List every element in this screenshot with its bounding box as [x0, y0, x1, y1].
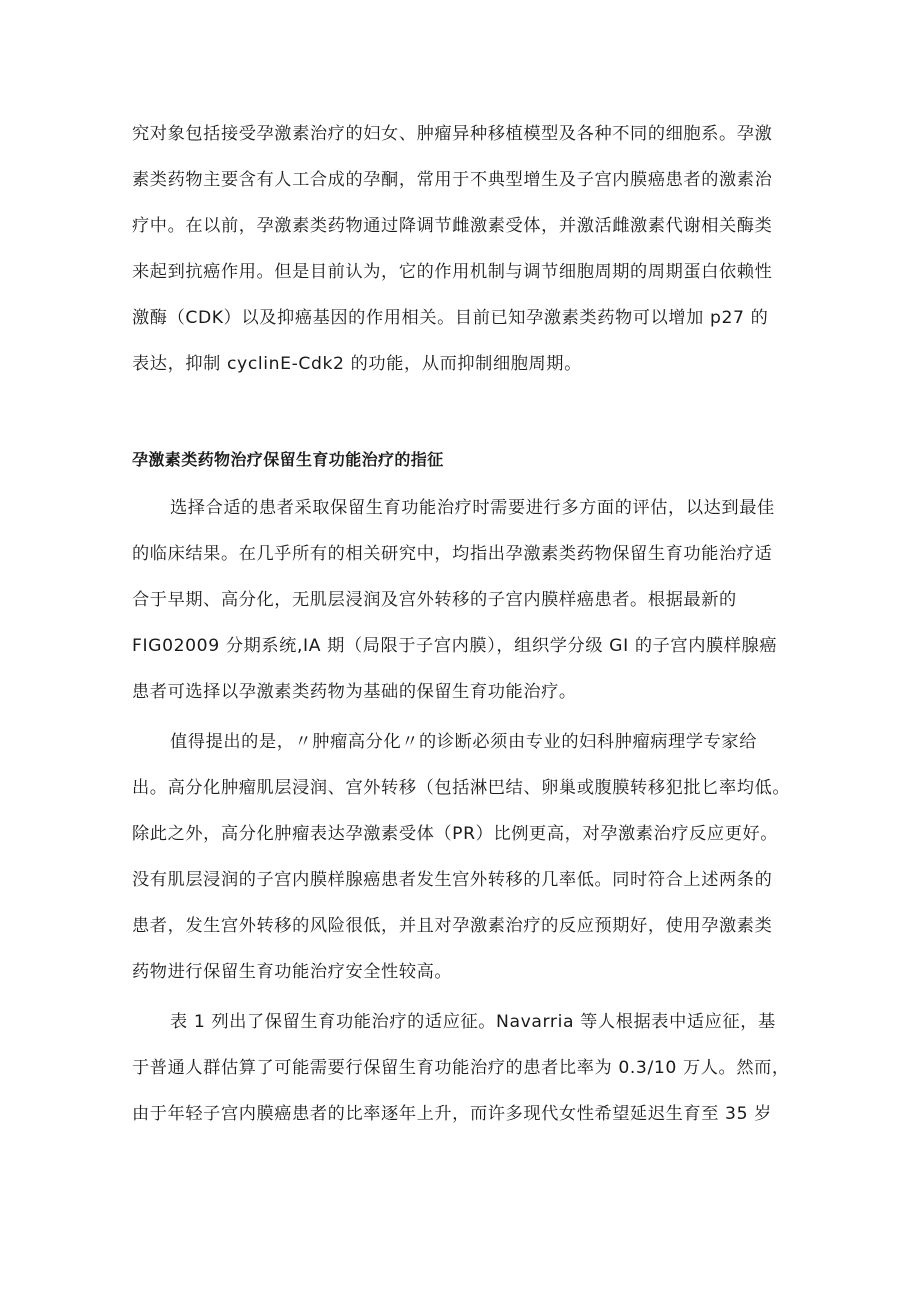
paragraph-2-line-5: 患者可选择以孕激素类药物为基础的保留生育功能治疗。 [132, 682, 577, 702]
paragraph-3-line-3: 除此之外，高分化肿瘤表达孕激素受体（PR）比例更高，对孕激素治疗反应更好。 [132, 824, 779, 844]
paragraph-2-line-1: 选择合适的患者采取保留生育功能治疗时需要进行多方面的评估，以达到最佳 [170, 498, 775, 518]
paragraph-1-line-3: 疗中。在以前，孕激素类药物通过降调节雌激素受体，并激活雌激素代谢相关酶类 [132, 216, 773, 236]
paragraph-1-line-6: 表达，抑制 cyclinE-Cdk2 的功能，从而抑制细胞周期。 [132, 354, 582, 374]
paragraph-3-line-5: 患者，发生宫外转移的风险很低，并且对孕激素治疗的反应预期好，使用孕激素类 [132, 916, 773, 936]
paragraph-3-line-2: 出。高分化肿瘤肌层浸润、宫外转移（包括淋巴结、卵巢或腹膜转移犯批匕率均低。 [132, 778, 791, 798]
paragraph-4-line-2: 于普通人群估算了可能需要行保留生育功能治疗的患者比率为 0.3/10 万人。然而， [132, 1058, 790, 1078]
paragraph-1-line-1: 究对象包括接受孕激素治疗的妇女、肿瘤异种移植模型及各种不同的细胞系。孕激 [132, 124, 773, 144]
paragraph-1-line-2: 素类药物主要含有人工合成的孕酮，常用于不典型增生及子宫内膜癌患者的激素治 [132, 170, 773, 190]
paragraph-4-line-1: 表 1 列出了保留生育功能治疗的适应征。Navarria 等人根据表中适应征，基 [170, 1012, 776, 1032]
paragraph-3-line-1: 值得提出的是，〃肿瘤高分化〃的诊断必须由专业的妇科肿瘤病理学专家给 [170, 732, 757, 752]
paragraph-3-line-6: 药物进行保留生育功能治疗安全性较高。 [132, 962, 453, 982]
section-heading: 孕激素类药物治疗保留生育功能治疗的指征 [132, 450, 444, 469]
paragraph-2-line-3: 合于早期、高分化，无肌层浸润及宫外转移的子宫内膜样癌患者。根据最新的 [132, 590, 737, 610]
paragraph-1-line-4: 来起到抗癌作用。但是目前认为，它的作用机制与调节细胞周期的周期蛋白依赖性 [132, 262, 773, 282]
paragraph-2-line-4: FIG02009 分期系统,IA 期（局限于子宫内膜），组织学分级 GI 的子宫内膜样腺癌 [132, 636, 778, 656]
paragraph-4-line-3: 由于年轻子宫内膜癌患者的比率逐年上升，而许多现代女性希望延迟生育至 35 岁 [132, 1104, 772, 1124]
paragraph-2-line-2: 的临床结果。在几乎所有的相关研究中，均指出孕激素类药物保留生育功能治疗适 [132, 544, 773, 564]
paragraph-1-line-5: 激酶（CDK）以及抑癌基因的作用相关。目前已知孕激素类药物可以增加 p27 的 [132, 308, 769, 328]
paragraph-3-line-4: 没有肌层浸润的子宫内膜样腺癌患者发生宫外转移的几率低。同时符合上述两条的 [132, 870, 773, 890]
